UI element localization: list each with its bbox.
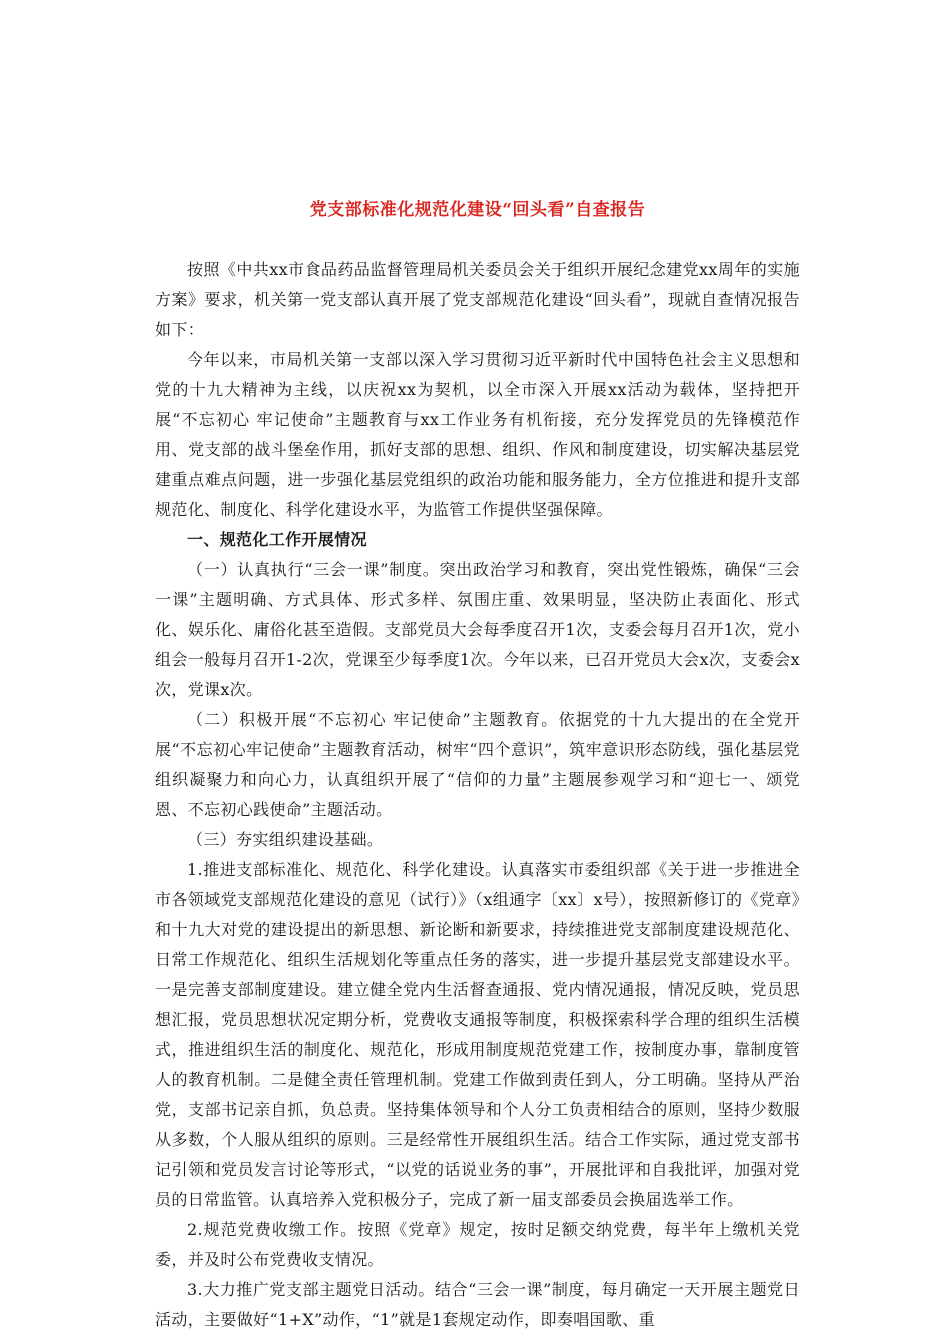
item-2-paragraph: 2.规范党费收缴工作。按照《党章》规定，按时足额交纳党费，每半年上缴机关党委，并及时公布党费收支情况。 (155, 1220, 800, 1269)
section-heading: 一、规范化工作开展情况 (187, 530, 367, 549)
subsection-3-heading: （三）夯实组织建设基础。 (187, 830, 384, 849)
document-title: 党支部标准化规范化建设“回头看”自查报告 (309, 200, 646, 220)
overview-paragraph: 今年以来，市局机关第一支部以深入学习贯彻习近平新时代中国特色社会主义思想和党的十九大精神为主线，以庆祝xx为契机，以全市深入开展xx活动为载体，坚持把开展“不忘初心 牢记使命”主题教育与xx工作业务有机衔接，充分发挥党员的先锋模范作用、党支部的战斗堡垒作用，抓好支部的思想、组织、作风和制度建设，切实解决基层党建重点难点问题，进一步强化基层党组织的政治功能和服务能力，全方位推进和提升支部规范化、制度化、科学化建设水平，为监管工作提供坚强保障。 (155, 350, 800, 519)
intro-paragraph: 按照《中共xx市食品药品监督管理局机关委员会关于组织开展纪念建党xx周年的实施方案》要求，机关第一党支部认真开展了党支部规范化建设“回头看”，现就自查情况报告如下： (155, 260, 800, 339)
subsection-1-paragraph: （一）认真执行“三会一课”制度。突出政治学习和教育，突出党性锻炼，确保“三会一课”主题明确、方式具体、形式多样、氛围庄重、效果明显，坚决防止表面化、形式化、娱乐化、庸俗化甚至造假。支部党员大会每季度召开1次，支委会每月召开1次，党小组会一般每月召开1-2次，党课至少每季度1次。今年以来，已召开党员大会x次，支委会x次，党课x次。 (155, 560, 800, 699)
item-3-paragraph: 3.大力推广党支部主题党日活动。结合“三会一课”制度，每月确定一天开展主题党日活动，主要做好“1+X”动作，“1”就是1套规定动作，即奏唱国歌、重 (155, 1280, 800, 1329)
item-1-paragraph: 1.推进支部标准化、规范化、科学化建设。认真落实市委组织部《关于进一步推进全市各领域党支部规范化建设的意见（试行）》（x组通字〔xx〕x号），按照新修订的《党章》和十九大对党的建设提出的新思想、新论断和新要求，持续推进党支部制度建设规范化、日常工作规范化、组织生活规划化等重点任务的落实，进一步提升基层党支部建设水平。一是完善支部制度建设。建立健全党内生活督查通报、党内情况通报，情况反映，党员思想汇报，党员思想状况定期分析，党费收支通报等制度，积极探索科学合理的组织生活模式，推进组织生活的制度化、规范化，形成用制度规范党建工作，按制度办事，靠制度管人的教育机制。二是健全责任管理机制。党建工作做到责任到人，分工明确。坚持从严治党，支部书记亲自抓，负总责。坚持集体领导和个人分工负责相结合的原则，坚持少数服从多数，个人服从组织的原则。三是经常性开展组织生活。结合工作实际，通过党支部书记引领和党员发言讨论等形式，“以党的话说业务的事”，开展批评和自我批评，加强对党员的日常监管。认真培养入党积极分子，完成了新一届支部委员会换届选举工作。 (155, 860, 800, 1209)
subsection-2-paragraph: （二）积极开展“不忘初心 牢记使命”主题教育。依据党的十九大提出的在全党开展“不忘初心牢记使命”主题教育活动，树牢“四个意识”，筑牢意识形态防线，强化基层党组织凝聚力和向心力，认真组织开展了“信仰的力量”主题展参观学习和“迎七一、颂党恩、不忘初心践使命”主题活动。 (155, 710, 800, 819)
